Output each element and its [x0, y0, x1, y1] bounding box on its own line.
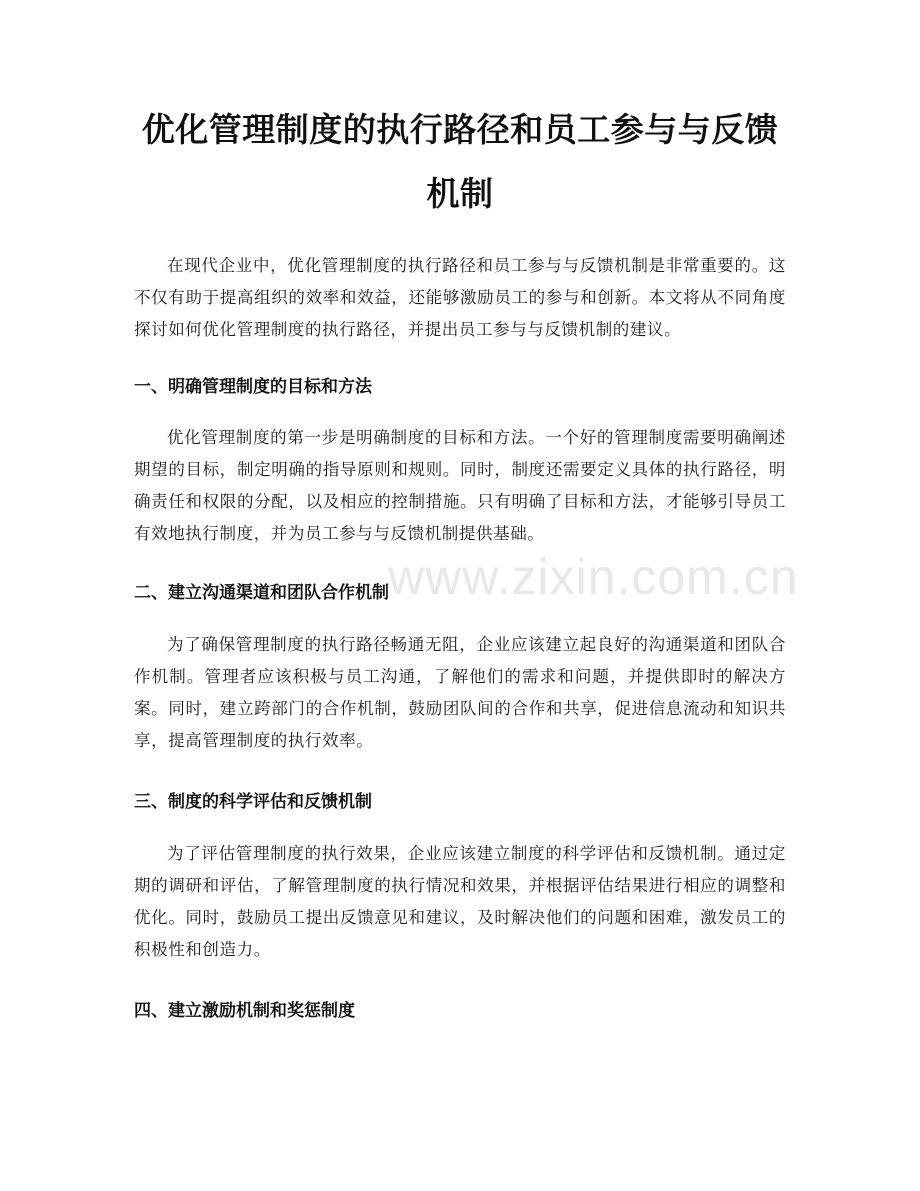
section-body-1: 优化管理制度的第一步是明确制度的目标和方法。一个好的管理制度需要明确阐述期望的目标，制定明确的指导原则和规则。同时，制度还需要定义具体的执行路径，明确责任和权限的分配，以及相应的控制措施。只有明确了目标和方法，才能够引导员工有效地执行制度，并为员工参与与反馈机制提供基础。 — [134, 428, 786, 543]
document-title — [120, 98, 800, 226]
section-body-2: 为了确保管理制度的执行路径畅通无阻，企业应该建立起良好的沟通渠道和团队合作机制。管理者应该积极与员工沟通，了解他们的需求和问题，并提供即时的解决方案。同时，建立跨部门的合作机制，鼓励团队间的合作和共享，促进信息流动和知识共享，提高管理制度的执行效率。 — [134, 635, 786, 750]
title-line-1: 优化管理制度的执行路径和员工参与与反馈 — [141, 110, 779, 149]
section-body-3: 为了评估管理制度的执行效果，企业应该建立制度的科学评估和反馈机制。通过定期的调研和评估，了解管理制度的执行情况和效果，并根据评估结果进行相应的调整和优化。同时，鼓励员工提出反馈意见和建议，及时解决他们的问题和困难，激发员工的积极性和创造力。 — [134, 844, 786, 959]
section-heading-1: 一、明确管理制度的目标和方法 — [134, 377, 372, 397]
intro-paragraph: 在现代企业中，优化管理制度的执行路径和员工参与与反馈机制是非常重要的。这不仅有助于提高组织的效率和效益，还能够激励员工的参与和创新。本文将从不同角度探讨如何优化管理制度的执行路径，并提出员工参与与反馈机制的建议。 — [134, 256, 786, 339]
section-heading-4: 四、建立激励机制和奖惩制度 — [134, 1001, 355, 1021]
section-heading-3: 三、制度的科学评估和反馈机制 — [134, 792, 372, 812]
section-heading-2: 二、建立沟通渠道和团队合作机制 — [134, 583, 389, 603]
title-line-2: 机制 — [426, 174, 494, 213]
watermark-text: www.zixin.com.cn — [388, 549, 799, 605]
